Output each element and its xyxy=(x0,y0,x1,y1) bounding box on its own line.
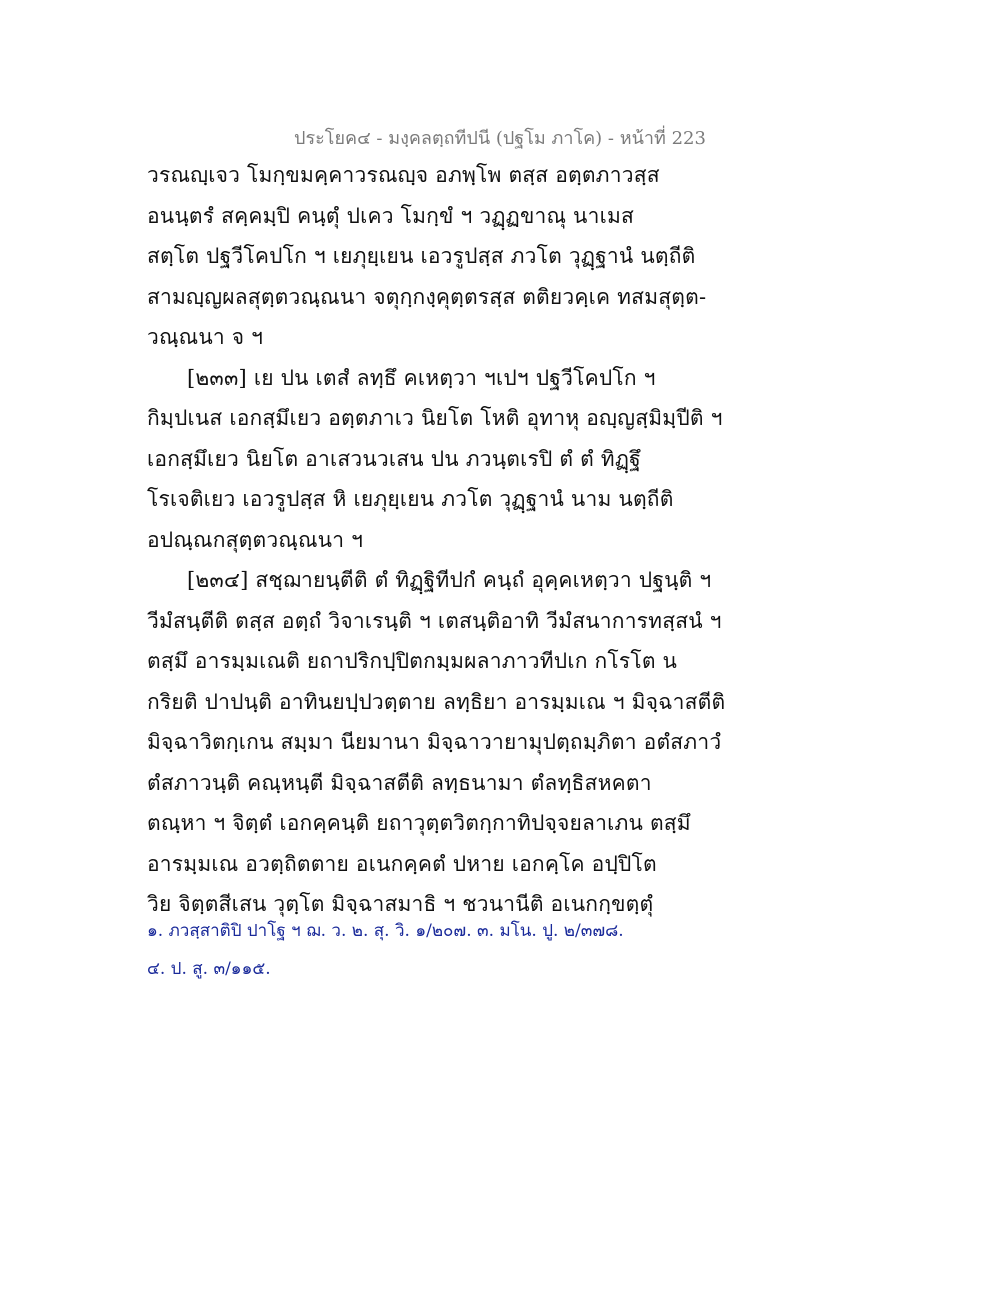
page-header: ประโยค๔ - มงฺคลตฺถทีปนี (ปฐโม ภาโค) - หน้าที่ 223 xyxy=(294,128,706,149)
text-line: ตสฺมึ อารมฺมเณติ ยถาปริกปฺปิตกมฺมผลาภาวทีปเก กโรโต น xyxy=(147,649,678,673)
text-line: ตํสภาวนฺติ คณฺหนฺตี มิจฺฉาสตีติ ลทฺธนามา ตํลทฺธิสหคตา xyxy=(147,770,652,795)
text-line: มิจฺฉาวิตกฺเกน สมฺมา นียมานา มิจฺฉาวายามุปตฺถมฺภิตา อตํสภาวํ xyxy=(147,730,722,754)
body-text xyxy=(147,155,867,925)
footnote-line: ๑. ภวสฺสาติปิ ปาโฐ ฯ ฌ. ว. ๒. สุ. วิ. ๑/๒๐๗. ๓. มโน. ปู. ๒/๓๗๘. xyxy=(147,921,624,941)
text-line: สตฺโต ปฐวีโคปโก ฯ เยภุยฺเยน เอวรูปสฺส ภวโต วุฏฺฐานํ นตฺถีติ xyxy=(147,244,696,268)
text-line: วณฺณนา จ ฯ xyxy=(147,325,264,349)
text-line: สามญฺญผลสุตฺตวณฺณนา จตุกฺกงฺคุตฺตรสฺส ตติยวคฺเค ทสมสุตฺต- xyxy=(147,284,707,309)
text-line: อปณฺณกสุตฺตวณฺณนา ฯ xyxy=(147,527,364,552)
text-line: อนนฺตรํ สคฺคมฺปิ คนฺตุํ ปเคว โมกฺขํ ฯ วฏฺฏขาณุ นาเมส xyxy=(147,203,635,228)
text-line: เอกสฺมึเยว นิยโต อาเสวนวเสน ปน ภวนฺตเรปิ ตํ ตํ ทิฏฺฐึ xyxy=(147,446,641,471)
text-line: โรเจติเยว เอวรูปสฺส หิ เยภุยฺเยน ภวโต วุฏฺฐานํ นาม นตฺถีติ xyxy=(147,487,674,511)
text-line: วรณญฺเจว โมกฺขมคฺคาวรณญฺจ อภพฺโพ ตสฺส อตฺตภาวสฺส xyxy=(147,163,660,187)
paragraph-234-start: [๒๓๔] สชฺฌายนฺตีติ ตํ ทิฏฺฐิทีปกํ คนฺถํ อุคฺคเหตฺวา ปฐนฺติ ฯ xyxy=(187,568,712,592)
paragraph-233-start: [๒๓๓] เย ปน เตสํ ลทฺธึ คเหตฺวา ฯเปฯ ปฐวีโคปโก ฯ xyxy=(187,365,656,390)
text-line: วิย จิตฺตสีเสน วุตฺโต มิจฺฉาสมาธิ ฯ ชวนานีติ อเนกกฺขตฺตุํ xyxy=(147,892,654,916)
text-line: ตณฺหา ฯ จิตฺตํ เอกคฺคนฺติ ยถาวุตฺตวิตกฺกาทิปจฺจยลาเภน ตสฺมึ xyxy=(147,811,691,835)
footnote-line: ๔. ป. สู. ๓/๑๑๕. xyxy=(147,959,271,979)
text-line: กริยติ ปาปนฺติ อาทินยปฺปวตฺตาย ลทฺธิยา อารมฺมเณ ฯ มิจฺฉาสตีติ xyxy=(147,689,726,714)
text-line: อารมฺมเณ อวตฺถิตตาย อเนกคฺคตํ ปหาย เอกคฺโค อปฺปิโต xyxy=(147,851,657,876)
text-line: กิมฺปเนส เอกสฺมึเยว อตฺตภาเว นิยโต โหติ อุทาหุ อญฺญสฺมิมฺปีติ ฯ xyxy=(147,406,723,430)
footnotes xyxy=(147,912,867,988)
text-line: วีมํสนฺตีติ ตสฺส อตฺถํ วิจาเรนฺติ ฯ เตสนฺติอาทิ วีมํสนาการทสฺสนํ ฯ xyxy=(147,608,722,633)
